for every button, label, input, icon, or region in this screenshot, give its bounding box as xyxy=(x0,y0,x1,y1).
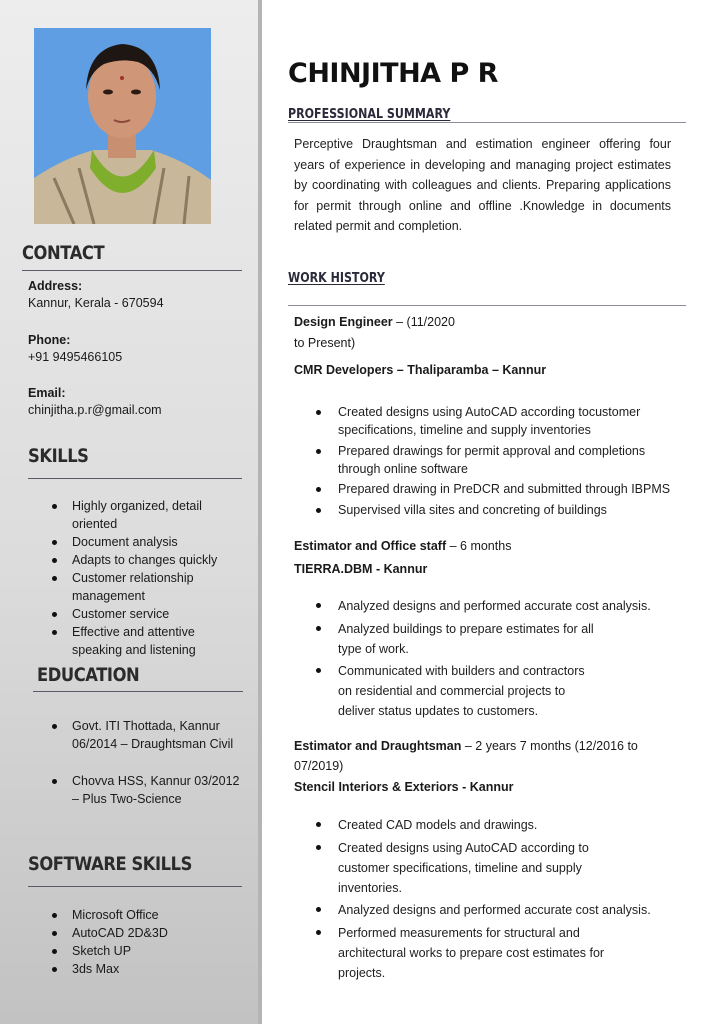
job-duty: Prepared drawing in PreDCR and submitted through IBPMS xyxy=(316,480,688,498)
job-title: Estimator and Office staff xyxy=(294,539,447,553)
email-value[interactable]: chinjitha.p.r@gmail.com xyxy=(28,403,162,417)
software-item: 3ds Max xyxy=(50,960,240,978)
address-value: Kannur, Kerala - 670594 xyxy=(28,296,164,310)
education-list xyxy=(50,717,246,808)
sidebar xyxy=(0,0,262,1024)
job-title: Estimator and Draughtsman xyxy=(294,739,462,753)
job-duty: Created designs using AutoCAD according tocustomer specifications, timeline and supply inventories xyxy=(316,403,688,439)
address-label: Address: xyxy=(28,279,83,293)
skill-item: Customer relationship management xyxy=(50,569,240,605)
phone-label: Phone: xyxy=(28,333,71,347)
job-duty: Analyzed buildings to prepare estimates for all type of work. xyxy=(316,619,608,659)
skill-item: Highly organized, detail oriented xyxy=(50,497,240,533)
software-skills-list xyxy=(50,906,240,978)
education-divider xyxy=(33,691,243,692)
software-item: AutoCAD 2D&3D xyxy=(50,924,240,942)
software-skills-heading: SOFTWARE SKILLS xyxy=(28,853,192,875)
software-item: Sketch UP xyxy=(50,942,240,960)
skill-item: Adapts to changes quickly xyxy=(50,551,240,569)
skills-heading: SKILLS xyxy=(28,445,89,467)
email-label: Email: xyxy=(28,386,66,400)
summary-heading: PROFESSIONAL SUMMARY xyxy=(288,106,451,122)
job-company: Stencil Interiors & Exteriors - Kannur xyxy=(294,780,514,794)
software-item: Microsoft Office xyxy=(50,906,240,924)
job-duties-list xyxy=(316,596,651,724)
skill-item: Effective and attentive speaking and listening xyxy=(50,623,240,659)
job-period-continued: 07/2019) xyxy=(294,759,344,773)
skills-divider xyxy=(28,478,242,479)
skill-item: Document analysis xyxy=(50,533,240,551)
job-title: Design Engineer xyxy=(294,315,393,329)
job-period: – 2 years 7 months (12/2016 to xyxy=(461,739,638,753)
job-title-line xyxy=(294,312,455,333)
job-duty: Communicated with builders and contractors on residential and commercial projects to deliver status updates to customers. xyxy=(316,661,588,721)
job-company: CMR Developers – Thaliparamba – Kannur xyxy=(294,363,547,377)
skill-item: Customer service xyxy=(50,605,240,623)
summary-text: Perceptive Draughtsman and estimation engineer offering four years of experience in developing and managing project estimates by coordinating with colleagues and clients. Preparing applications for permit through online and offline .Knowledge in documents related permit and completion. xyxy=(294,137,671,233)
job-duty: Supervised villa sites and concreting of buildings xyxy=(316,501,688,519)
job-title-line xyxy=(294,736,674,757)
job-period-continued: to Present) xyxy=(294,336,356,350)
work-history-heading: WORK HISTORY xyxy=(288,270,385,286)
job-period: – (11/2020 xyxy=(392,315,455,329)
job-duties-list xyxy=(316,815,688,985)
profile-photo xyxy=(34,28,211,224)
job-duty: Analyzed designs and performed accurate cost analysis. xyxy=(316,900,688,920)
job-company: TIERRA.DBM - Kannur xyxy=(294,562,428,576)
job-duty: Prepared drawings for permit approval and completions through online software xyxy=(316,442,688,478)
email-block xyxy=(28,385,162,419)
job-duty: Created designs using AutoCAD according to customer specifications, timeline and supply inventories. xyxy=(316,838,608,898)
work-history-divider xyxy=(288,305,686,306)
job-duty: Created CAD models and drawings. xyxy=(316,815,688,835)
candidate-name: CHINJITHA P R xyxy=(288,58,498,89)
job-duty: Performed measurements for structural and architectural works to prepare cost estimates for projects. xyxy=(316,923,638,983)
education-item: Govt. ITI Thottada, Kannur 06/2014 – Draughtsman Civil xyxy=(50,717,246,753)
skills-list xyxy=(50,497,240,659)
education-heading: EDUCATION xyxy=(37,664,140,686)
contact-divider xyxy=(22,270,242,271)
job-period: – 6 months xyxy=(446,539,512,553)
job-duty: Analyzed designs and performed accurate cost analysis. xyxy=(316,596,698,616)
job-title-line xyxy=(294,536,511,557)
summary-divider xyxy=(288,122,686,123)
phone-block xyxy=(28,332,122,366)
job-duties-list xyxy=(316,403,688,521)
phone-value: +91 9495466105 xyxy=(28,350,123,364)
software-skills-divider xyxy=(28,886,242,887)
education-item: Chovva HSS, Kannur 03/2012 – Plus Two-Science xyxy=(50,772,246,808)
contact-heading: CONTACT xyxy=(22,242,105,264)
address-block xyxy=(28,278,164,312)
